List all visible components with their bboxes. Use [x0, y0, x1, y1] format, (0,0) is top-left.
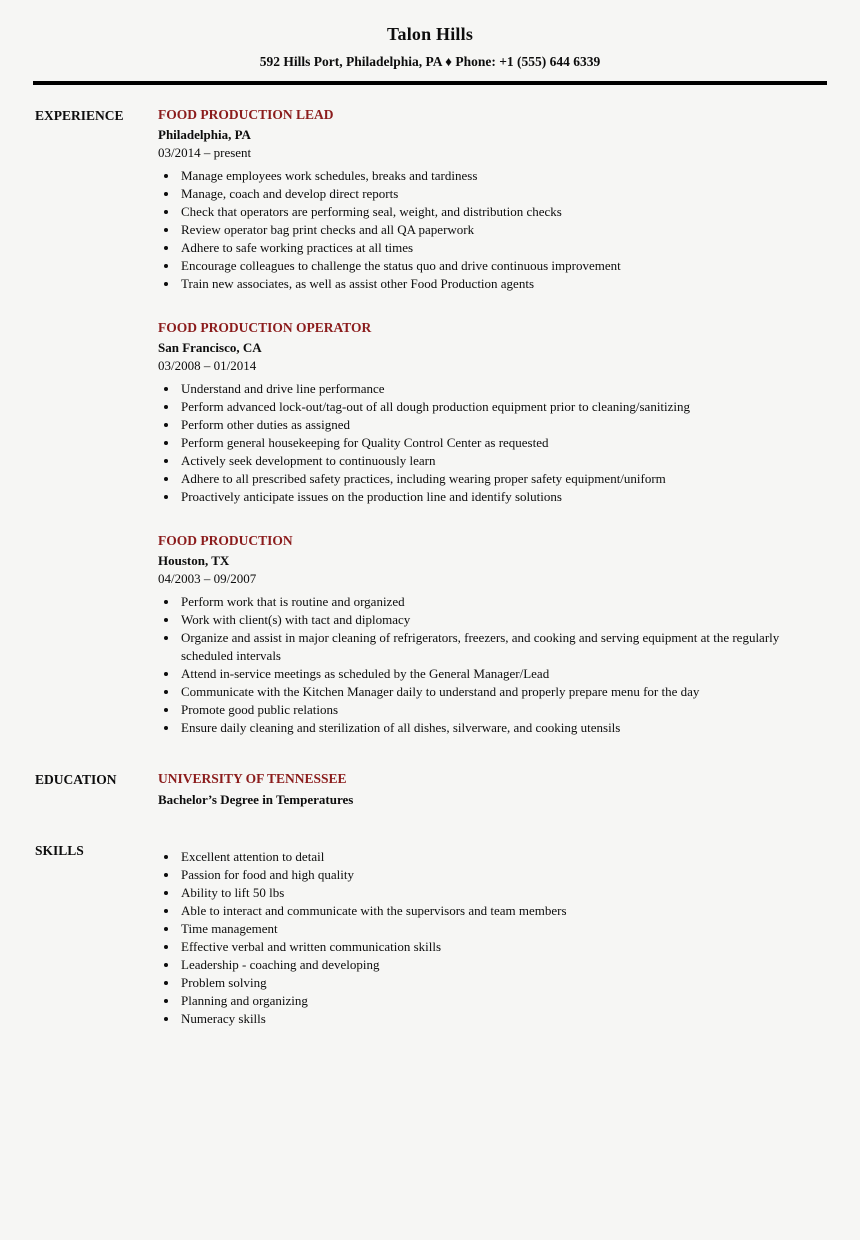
job-bullet-item: • Understand and drive line performance: [179, 380, 825, 398]
job-location: San Francisco, CA: [158, 340, 262, 355]
job-bullet-item: • Proactively anticipate issues on the production line and identify solutions: [179, 488, 825, 506]
contact-line: 592 Hills Port, Philadelphia, PA ♦ Phone: +1 (555) 644 6339: [259, 54, 601, 69]
resume-body: [0, 85, 860, 1028]
job-bullet-item: • Adhere to all prescribed safety practices, including wearing proper safety equipment/uniform: [179, 470, 825, 488]
job-bullet-list: [158, 380, 825, 506]
job-dates: 03/2008 – 01/2014: [158, 358, 257, 373]
job-title: FOOD PRODUCTION LEAD: [158, 107, 334, 122]
section-education: [35, 771, 825, 808]
job-bullet-item: • Work with client(s) with tact and diplomacy: [179, 611, 825, 629]
job-entry: [158, 533, 825, 737]
degree-name: Bachelor’s Degree in Temperatures: [158, 792, 354, 807]
job-entry: [158, 320, 825, 506]
experience-jobs: [158, 107, 825, 737]
job-bullet-item: • Actively seek development to continuously learn: [179, 452, 825, 470]
job-bullet-item: • Review operator bag print checks and all QA paperwork: [179, 221, 825, 239]
job-bullet-item: • Organize and assist in major cleaning of refrigerators, freezers, and cooking and serving equipment at the regularly scheduled intervals: [179, 629, 825, 665]
skill-item: • Ability to lift 50 lbs: [179, 884, 825, 902]
job-location: Philadelphia, PA: [158, 127, 251, 142]
skill-item: • Problem solving: [179, 974, 825, 992]
job-bullet-item: • Communicate with the Kitchen Manager daily to understand and properly prepare menu for the day: [179, 683, 825, 701]
education-content: [158, 771, 825, 808]
skill-item: • Leadership - coaching and developing: [179, 956, 825, 974]
skills-label: SKILLS: [35, 843, 84, 858]
job-bullet-item: • Perform advanced lock-out/tag-out of all dough production equipment prior to cleaning/sanitizing: [179, 398, 825, 416]
job-bullet-item: • Ensure daily cleaning and sterilization of all dishes, silverware, and cooking utensils: [179, 719, 825, 737]
skills-list: [158, 848, 825, 1028]
skill-item: • Effective verbal and written communication skills: [179, 938, 825, 956]
job-bullet-item: • Manage, coach and develop direct reports: [179, 185, 825, 203]
job-bullet-item: • Manage employees work schedules, breaks and tardiness: [179, 167, 825, 185]
job-location: Houston, TX: [158, 553, 230, 568]
job-bullet-list: [158, 593, 825, 737]
job-bullet-item: • Train new associates, as well as assist other Food Production agents: [179, 275, 825, 293]
skill-item: • Passion for food and high quality: [179, 866, 825, 884]
job-bullet-item: • Perform general housekeeping for Quality Control Center as requested: [179, 434, 825, 452]
job-bullet-item: • Perform other duties as assigned: [179, 416, 825, 434]
candidate-name: Talon Hills: [386, 24, 474, 44]
skill-item: • Excellent attention to detail: [179, 848, 825, 866]
section-skills: [35, 842, 825, 1028]
job-bullet-item: • Adhere to safe working practices at all times: [179, 239, 825, 257]
job-bullet-item: • Perform work that is routine and organized: [179, 593, 825, 611]
skill-item: • Numeracy skills: [179, 1010, 825, 1028]
experience-label: EXPERIENCE: [35, 108, 124, 123]
skill-item: • Time management: [179, 920, 825, 938]
job-entry: [158, 107, 825, 293]
job-bullet-item: • Attend in-service meetings as scheduled by the General Manager/Lead: [179, 665, 825, 683]
job-bullet-item: • Check that operators are performing seal, weight, and distribution checks: [179, 203, 825, 221]
section-experience: [35, 107, 825, 737]
job-bullet-item: • Promote good public relations: [179, 701, 825, 719]
school-name: UNIVERSITY OF TENNESSEE: [158, 771, 347, 786]
education-label: EDUCATION: [35, 772, 117, 787]
skill-item: • Able to interact and communicate with the supervisors and team members: [179, 902, 825, 920]
job-title: FOOD PRODUCTION: [158, 533, 293, 548]
job-dates: 04/2003 – 09/2007: [158, 571, 257, 586]
resume-header: [0, 0, 860, 70]
skills-content: [158, 842, 825, 1028]
job-dates: 03/2014 – present: [158, 145, 252, 160]
job-bullet-item: • Encourage colleagues to challenge the status quo and drive continuous improvement: [179, 257, 825, 275]
skill-item: • Planning and organizing: [179, 992, 825, 1010]
job-title: FOOD PRODUCTION OPERATOR: [158, 320, 372, 335]
job-bullet-list: [158, 167, 825, 293]
